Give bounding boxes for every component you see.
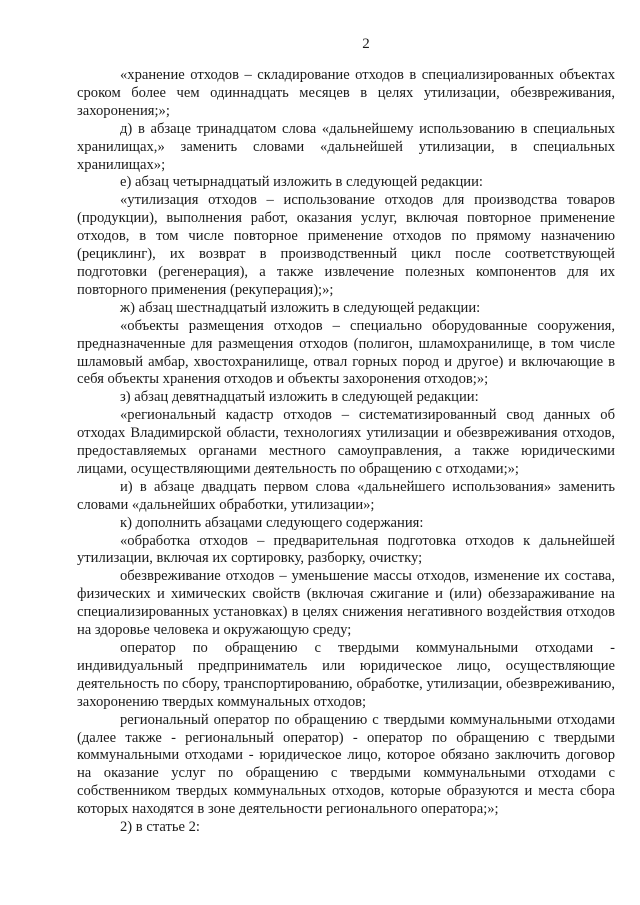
paragraph-operator-definition: оператор по обращению с твердыми коммунальными отходами - индивидуальный предприниматель или юридическое лицо, осуществляющие деятельность по сбору, транспортированию, обработке, утилизации, обезвреживанию, захоронению твердых коммунальных отходов;: [77, 640, 615, 710]
paragraph-zh: ж) абзац шестнадцатый изложить в следующей редакции:: [120, 299, 481, 316]
paragraph-i: и) в абзаце двадцать первом слова «дальнейшего использования» заменить словами «дальнейших обработки, утилизации»;: [77, 478, 615, 513]
paragraph-neutralization-definition: обезвреживание отходов – уменьшение массы отходов, изменение их состава, физических и химических свойств (включая сжигание и (или) обеззараживание на специализированных установках) в целях снижения негативного воздействия отходов на здоровье человека и окружающую среду;: [77, 568, 615, 639]
paragraph-utilization-definition: «утилизация отходов – использование отходов для производства товаров (продукции), выполнения работ, оказания услуг, включая повторное применение отходов, в том числе повторное применение отходов по прямому назначению (рециклинг), их возврат в производственный цикл после соответствующей подготовки (регенерация), а также извлечение полезных компонентов для их повторного применения (рекуперация);»;: [77, 192, 615, 298]
paragraph-d: д) в абзаце тринадцатом слова «дальнейшему использованию в специальных хранилищах,» заменить словами «дальнейшей утилизации, в специальных хранилищах»;: [77, 120, 615, 173]
paragraph-processing-definition: «обработка отходов – предварительная подготовка отходов к дальнейшей утилизации, включая их сортировку, разборку, очистку;: [77, 532, 615, 567]
paragraph-z: з) абзац девятнадцатый изложить в следующей редакции:: [120, 389, 479, 406]
paragraph-e: е) абзац четырнадцатый изложить в следующей редакции:: [120, 174, 483, 191]
paragraph-regional-cadastre-definition: «региональный кадастр отходов – систематизированный свод данных об отходах Владимирской области, технологиях утилизации и обезвреживания отходов, предоставляемых органами местного самоуправления, а также юридическими лицами, осуществляющими деятельность по обращению с отходами;»;: [77, 407, 615, 477]
paragraph-storage-definition: «хранение отходов – складирование отходов в специализированных объектах сроком более чем одиннадцать месяцев в целях утилизации, обезвреживания, захоронения;»;: [77, 67, 615, 119]
paragraph-placement-objects-definition: «объекты размещения отходов – специально оборудованные сооружения, предназначенные для размещения отходов (полигон, шламохранилище, в том числе шламовый амбар, хвостохранилище, отвал горных пород и другое) и включающие в себя объекты хранения отходов и объекты захоронения отходов;»;: [77, 317, 615, 388]
paragraph-regional-operator-definition: региональный оператор по обращению с твердыми коммунальными отходами (далее также - региональный оператор) - оператор по обращению с твердыми коммунальными отходами - юридическое лицо, которое обязано заключить договор на оказание услуг по обращению с твердыми коммунальными отходами с собственником твердых коммунальных отходов, которые образуются и места сбора которых находятся в зоне деятельности регионального оператора;»;: [77, 711, 615, 818]
page-number: 2: [362, 36, 370, 52]
paragraph-article-2: 2) в статье 2:: [120, 819, 200, 836]
paragraph-k: к) дополнить абзацами следующего содержания:: [120, 514, 424, 531]
